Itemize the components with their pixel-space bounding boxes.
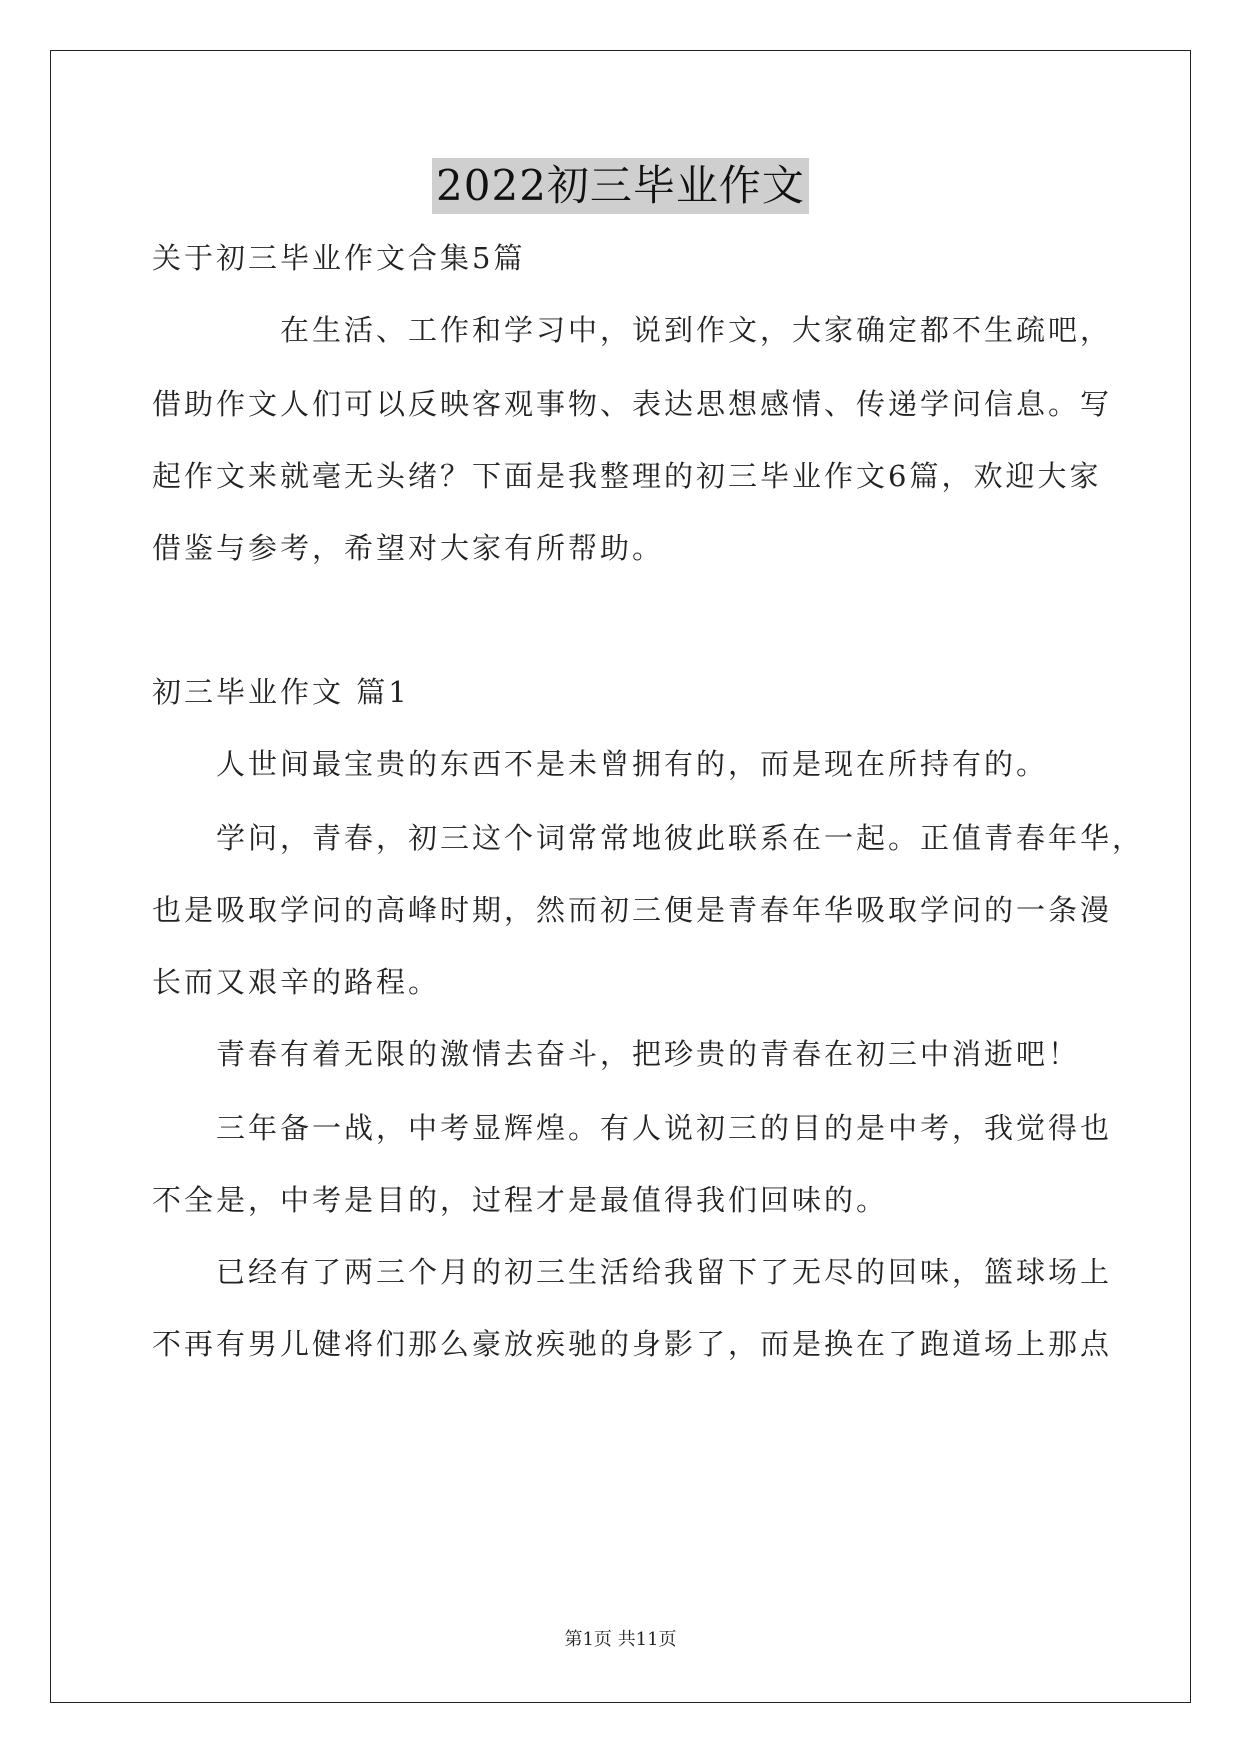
page-number-footer: 第1页 共11页	[564, 1629, 677, 1650]
paragraph-line: 借鉴与参考，希望对大家有所帮助。	[152, 531, 665, 565]
paragraph-line: 长而又艰辛的路程。	[152, 965, 441, 999]
paragraph-line: 也是吸取学问的高峰时期，然而初三便是青春年华吸取学问的一条漫	[152, 893, 1113, 927]
document-subtitle: 关于初三毕业作文合集5篇	[152, 241, 526, 275]
paragraph-line: 借助作文人们可以反映客观事物、表达思想感情、传递学问信息。写	[152, 387, 1113, 421]
title-container	[0, 158, 1241, 214]
paragraph-line: 不再有男儿健将们那么豪放疾驰的身影了，而是换在了跑道场上那点	[152, 1327, 1113, 1361]
section-heading: 初三毕业作文 篇1	[152, 675, 410, 709]
document-title: 2022初三毕业作文	[432, 158, 809, 214]
paragraph-line: 青春有着无限的激情去奋斗，把珍贵的青春在初三中消逝吧！	[152, 1037, 1081, 1071]
paragraph-line: 已经有了两三个月的初三生活给我留下了无尽的回味，篮球场上	[152, 1255, 1113, 1289]
page-border	[50, 50, 1191, 1703]
paragraph-line: 不全是，中考是目的，过程才是最值得我们回味的。	[152, 1183, 889, 1217]
paragraph-line: 起作文来就毫无头绪？下面是我整理的初三毕业作文6篇，欢迎大家	[152, 459, 1102, 493]
paragraph-line: 学问，青春，初三这个词常常地彼此联系在一起。正值青春年华，	[152, 821, 1145, 855]
paragraph-line: 在生活、工作和学习中，说到作文，大家确定都不生疏吧，	[152, 313, 1113, 347]
paragraph-line: 三年备一战，中考显辉煌。有人说初三的目的是中考，我觉得也	[152, 1111, 1113, 1145]
paragraph-line: 人世间最宝贵的东西不是未曾拥有的，而是现在所持有的。	[152, 747, 1049, 781]
